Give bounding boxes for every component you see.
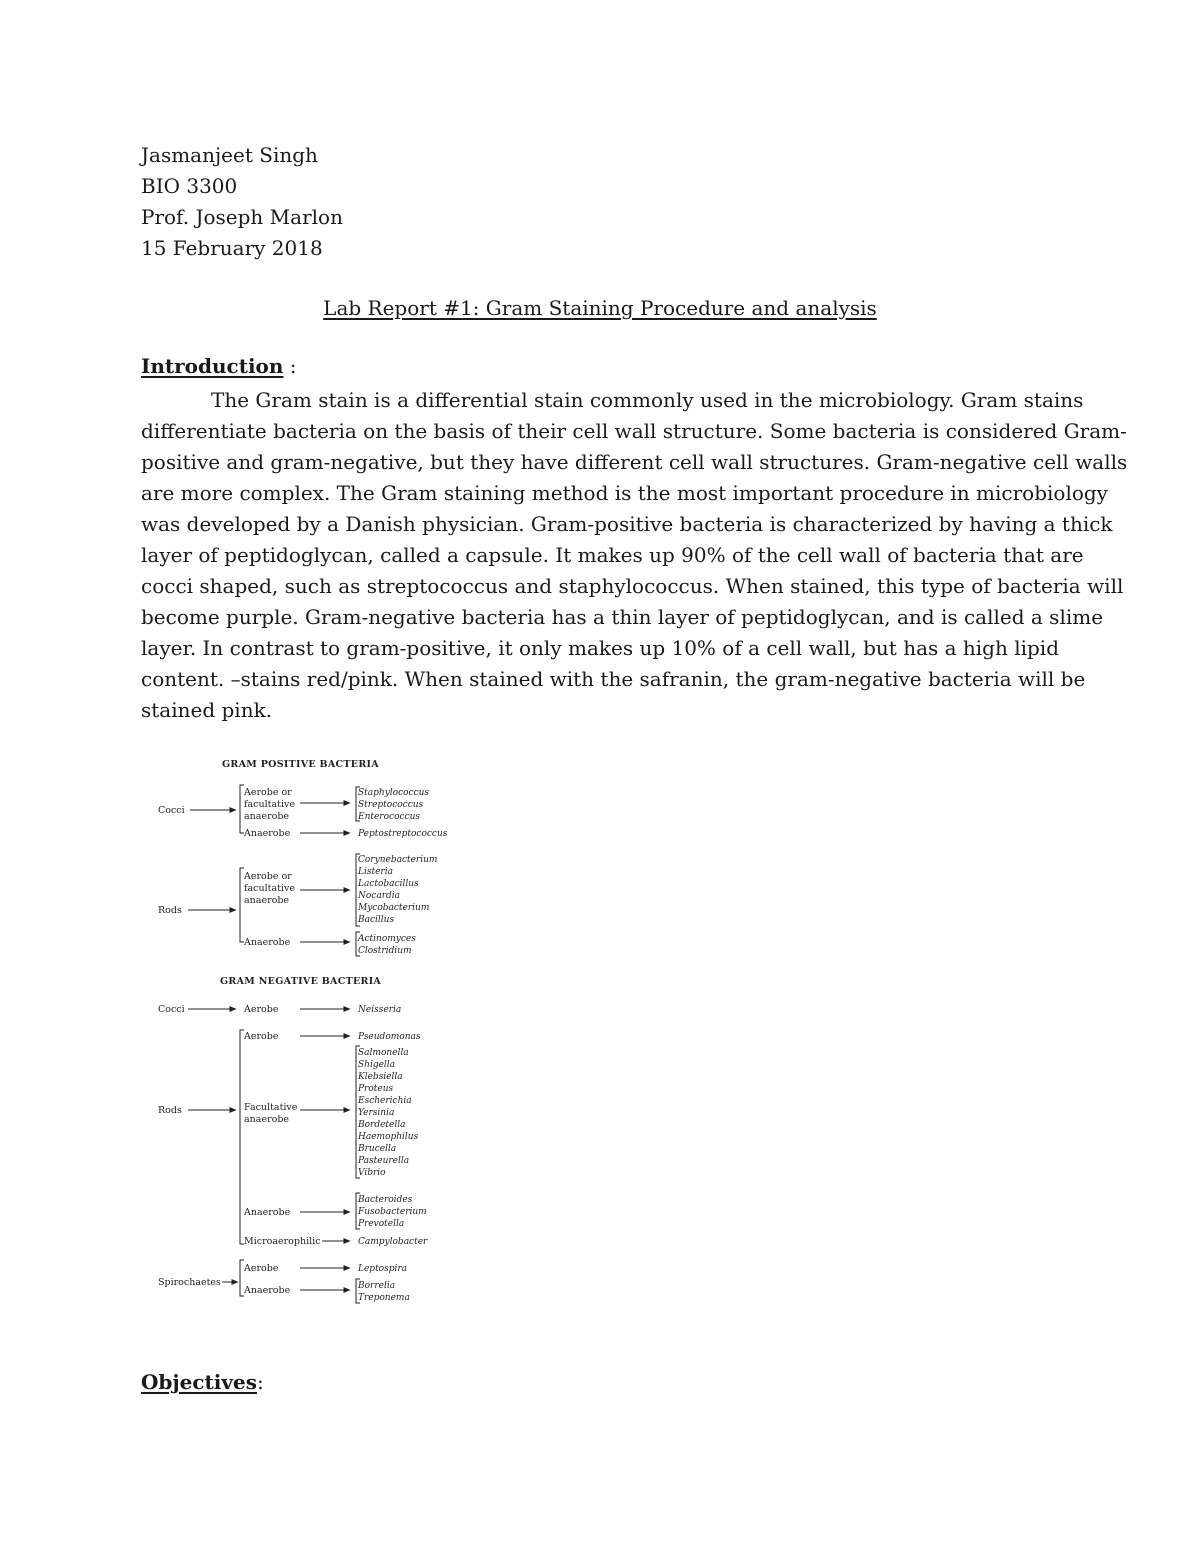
gn-cocci-label: Cocci — [158, 1004, 185, 1015]
header-block — [141, 140, 343, 264]
intro-line: positive and gram-negative, but they have different cell wall structures. Gram-negative cell walls — [141, 450, 1128, 474]
objectives-heading-suffix: : — [257, 1370, 264, 1394]
genus-label: Treponema — [358, 1293, 410, 1303]
genus-label: Corynebacterium — [358, 855, 438, 865]
genus-label: Brucella — [358, 1144, 397, 1154]
introduction-heading-suffix: : — [283, 354, 297, 378]
gp-rods-label: Rods — [158, 905, 182, 916]
introduction-heading — [141, 354, 297, 378]
genus-label: Neisseria — [358, 1005, 402, 1015]
intro-line: are more complex. The Gram staining method is the most important procedure in microbiology — [141, 481, 1108, 505]
intro-line: was developed by a Danish physician. Gram-positive bacteria is characterized by having a thick — [141, 512, 1113, 536]
report-date: 15 February 2018 — [141, 236, 323, 260]
gp-rods-aerobe-l1: Aerobe or — [244, 871, 292, 882]
gn-spiro-anaerobe: Anaerobe — [244, 1285, 291, 1296]
genus-label: Leptospira — [358, 1264, 408, 1274]
gn-rods-aerobe: Aerobe — [244, 1031, 279, 1042]
genus-label: Peptostreptococcus — [358, 829, 448, 839]
gp-cocci-label: Cocci — [158, 805, 185, 816]
genus-label: Shigella — [358, 1060, 396, 1070]
genus-label: Prevotella — [358, 1219, 405, 1229]
intro-line: layer of peptidoglycan, called a capsule. It makes up 90% of the cell wall of bacteria that are — [141, 543, 1084, 567]
gram-positive-heading: GRAM POSITIVE BACTERIA — [222, 759, 379, 770]
gram-negative-heading: GRAM NEGATIVE BACTERIA — [220, 976, 382, 987]
genus-label: Pasteurella — [358, 1156, 410, 1166]
genus-label: Bordetella — [358, 1120, 406, 1130]
genus-label: Pseudomonas — [358, 1032, 421, 1042]
gp-rods-anaerobe: Anaerobe — [244, 937, 291, 948]
gp-cocci-aerobe-l3: anaerobe — [244, 811, 290, 822]
introduction-heading-text: Introduction — [141, 354, 284, 378]
gp-rods-aerobe-l3: anaerobe — [244, 895, 290, 906]
genus-label: Bacillus — [358, 915, 395, 925]
genus-label: Enterococcus — [358, 812, 420, 822]
genus-label: Staphylococcus — [358, 788, 430, 798]
introduction-body — [141, 385, 1128, 726]
genus-label: Bacteroides — [358, 1195, 413, 1205]
genus-label: Fusobacterium — [358, 1207, 427, 1217]
objectives-heading-text: Objectives — [141, 1370, 257, 1394]
gp-rods-aerobe-l2: facultative — [244, 883, 295, 894]
author-name: Jasmanjeet Singh — [141, 143, 318, 167]
gn-rods-fac-l2: anaerobe — [244, 1114, 290, 1125]
intro-line: become purple. Gram-negative bacteria has a thin layer of peptidoglycan, and is called a slime — [141, 605, 1104, 629]
genus-label: Listeria — [358, 867, 393, 877]
genus-label: Campylobacter — [358, 1237, 428, 1247]
genus-label: Vibrio — [358, 1168, 386, 1178]
gn-rods-micro: Microaerophilic — [244, 1236, 321, 1247]
intro-line: The Gram stain is a differential stain commonly used in the microbiology. Gram stains — [211, 388, 1084, 412]
intro-line: content. –stains red/pink. When stained with the safranin, the gram-negative bacteria will be — [141, 667, 1086, 691]
intro-line: stained pink. — [141, 698, 273, 722]
gn-rods-anaerobe: Anaerobe — [244, 1207, 291, 1218]
gn-rods-label: Rods — [158, 1105, 182, 1116]
gn-spiro-aerobe: Aerobe — [244, 1263, 279, 1274]
gp-cocci-anaerobe: Anaerobe — [244, 828, 291, 839]
intro-line: layer. In contrast to gram-positive, it only makes up 10% of a cell wall, but has a high lipid — [141, 636, 1060, 660]
objectives-heading — [141, 1370, 264, 1394]
intro-line: cocci shaped, such as streptococcus and staphylococcus. When stained, this type of bacteria will — [141, 574, 1124, 598]
genus-label: Borrelia — [358, 1281, 396, 1291]
genus-label: Escherichia — [358, 1096, 412, 1106]
genus-label: Haemophilus — [358, 1132, 419, 1142]
professor-name: Prof. Joseph Marlon — [141, 205, 343, 229]
genus-label: Proteus — [358, 1084, 394, 1094]
genus-label: Klebsiella — [358, 1072, 403, 1082]
genus-label: Mycobacterium — [358, 903, 430, 913]
genus-label: Actinomyces — [358, 934, 416, 944]
genus-label: Lactobacillus — [358, 879, 419, 889]
gp-cocci-aerobe-l1: Aerobe or — [244, 787, 292, 798]
genus-label: Nocardia — [358, 891, 401, 901]
intro-line: differentiate bacteria on the basis of their cell wall structure. Some bacteria is considered Gram- — [141, 419, 1127, 443]
gn-spiro-label: Spirochaetes — [158, 1277, 221, 1288]
genus-label: Streptococcus — [358, 800, 424, 810]
gram-classification-diagram — [150, 750, 460, 1310]
report-title: Lab Report #1: Gram Staining Procedure and analysis — [323, 296, 877, 320]
gp-cocci-aerobe-l2: facultative — [244, 799, 295, 810]
course-code: BIO 3300 — [141, 174, 238, 198]
genus-label: Yersinia — [358, 1108, 395, 1118]
gn-rods-fac-l1: Facultative — [244, 1102, 298, 1113]
genus-label: Salmonella — [358, 1048, 409, 1058]
genus-label: Clostridium — [358, 946, 412, 956]
gn-cocci-type: Aerobe — [244, 1004, 279, 1015]
